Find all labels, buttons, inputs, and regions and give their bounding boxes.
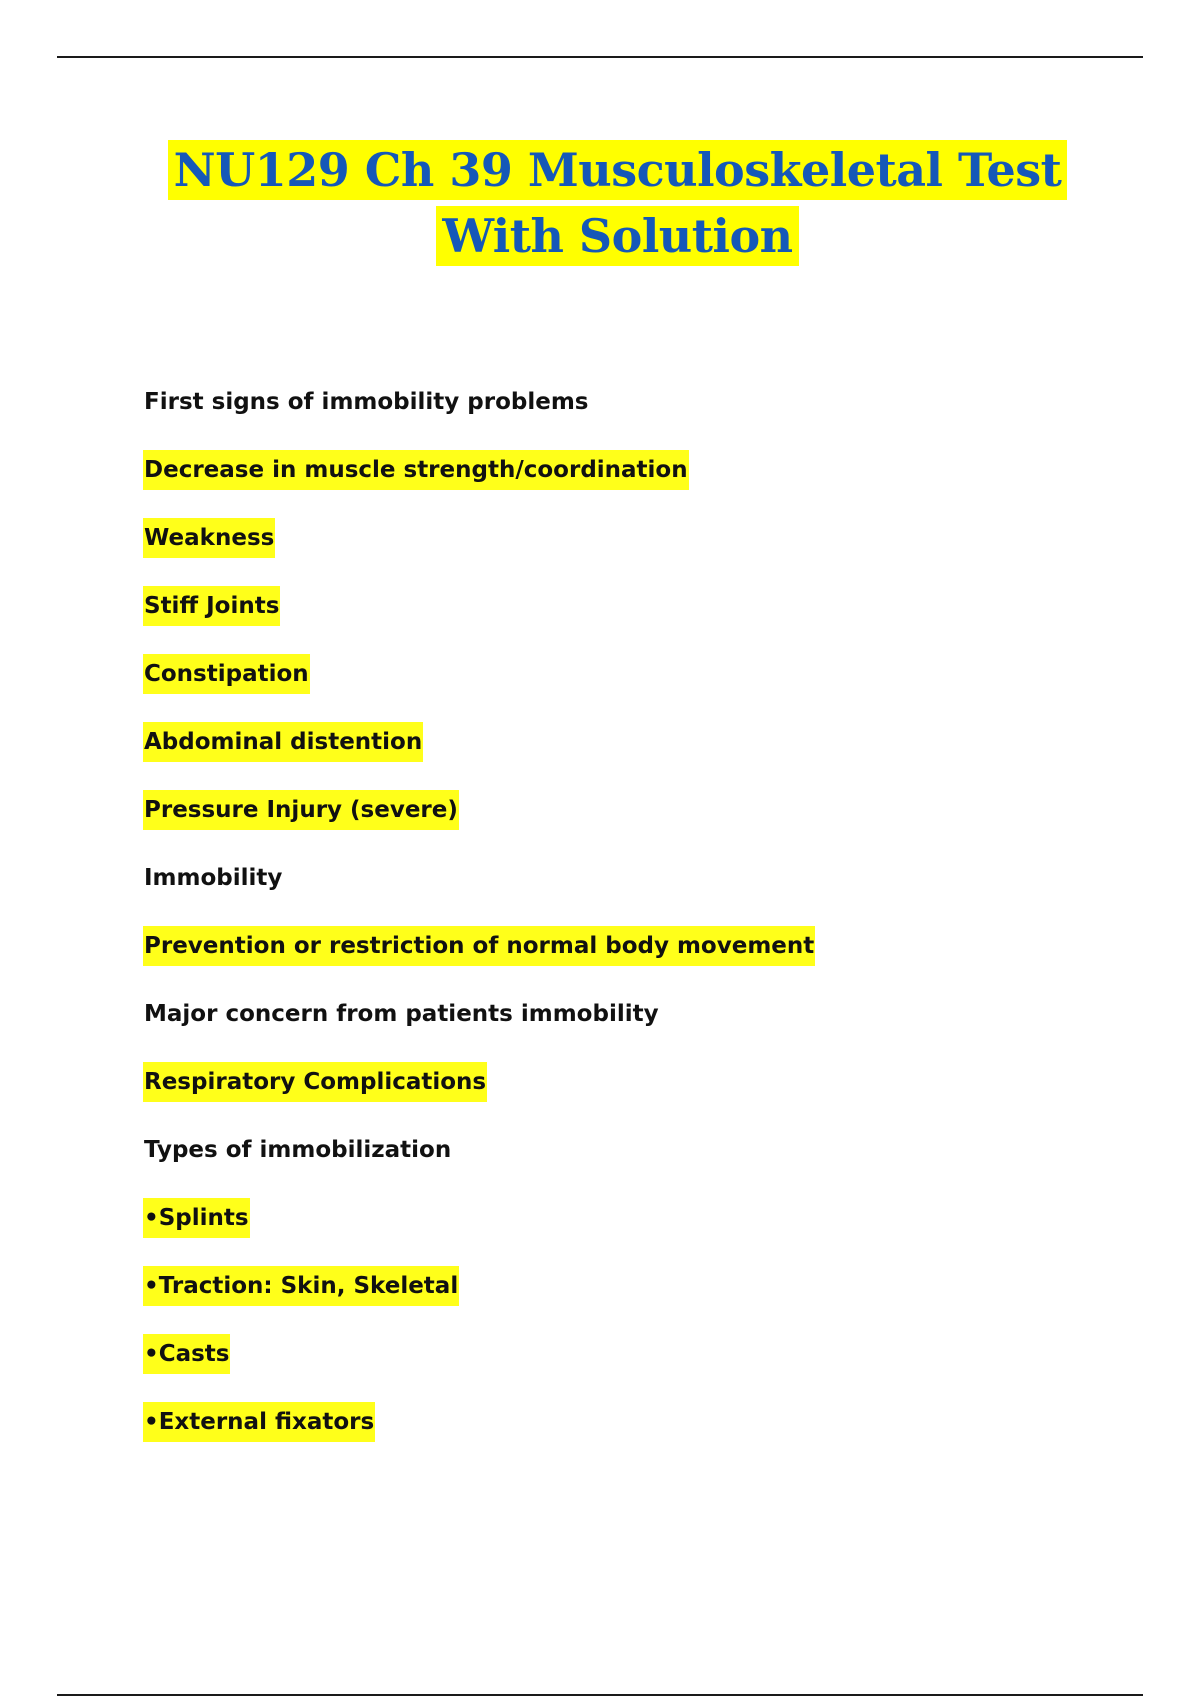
footer-rule xyxy=(57,1694,1143,1696)
header-rule xyxy=(57,56,1143,58)
answer-line xyxy=(143,1048,1103,1116)
question-line xyxy=(143,368,1103,436)
question-text: First signs of immobility problems xyxy=(144,389,589,415)
answer-text: Prevention or restriction of normal body movement xyxy=(143,926,815,966)
answer-text: •Splints xyxy=(143,1198,250,1238)
answer-line xyxy=(143,504,1103,572)
answer-text: •Traction: Skin, Skeletal xyxy=(143,1266,459,1306)
answer-text: Stiff Joints xyxy=(143,586,280,626)
answer-line xyxy=(143,1184,1103,1252)
question-text: Types of immobilization xyxy=(144,1137,452,1163)
answer-line xyxy=(143,640,1103,708)
answer-line xyxy=(143,436,1103,504)
answer-text: •Casts xyxy=(143,1334,230,1374)
question-line xyxy=(143,1116,1103,1184)
answer-text: •External fixators xyxy=(143,1402,375,1442)
answer-text: Respiratory Complications xyxy=(143,1062,487,1102)
answer-line xyxy=(143,776,1103,844)
answer-line xyxy=(143,1388,1103,1456)
answer-text: Weakness xyxy=(143,518,275,558)
title-line-1: NU129 Ch 39 Musculoskeletal Test xyxy=(168,140,1068,200)
answer-line xyxy=(143,912,1103,980)
answer-line xyxy=(143,1252,1103,1320)
question-line xyxy=(143,844,1103,912)
title-line-2: With Solution xyxy=(436,206,798,266)
answer-text: Decrease in muscle strength/coordination xyxy=(143,450,689,490)
question-text: Major concern from patients immobility xyxy=(144,1001,659,1027)
answer-text: Pressure Injury (severe) xyxy=(143,790,459,830)
document-title xyxy=(0,140,1200,266)
answer-line xyxy=(143,1320,1103,1388)
answer-text: Constipation xyxy=(143,654,310,694)
answer-line xyxy=(143,708,1103,776)
question-answer-list xyxy=(143,368,1103,1456)
question-line xyxy=(143,980,1103,1048)
answer-line xyxy=(143,572,1103,640)
answer-text: Abdominal distention xyxy=(143,722,423,762)
question-text: Immobility xyxy=(144,865,283,891)
